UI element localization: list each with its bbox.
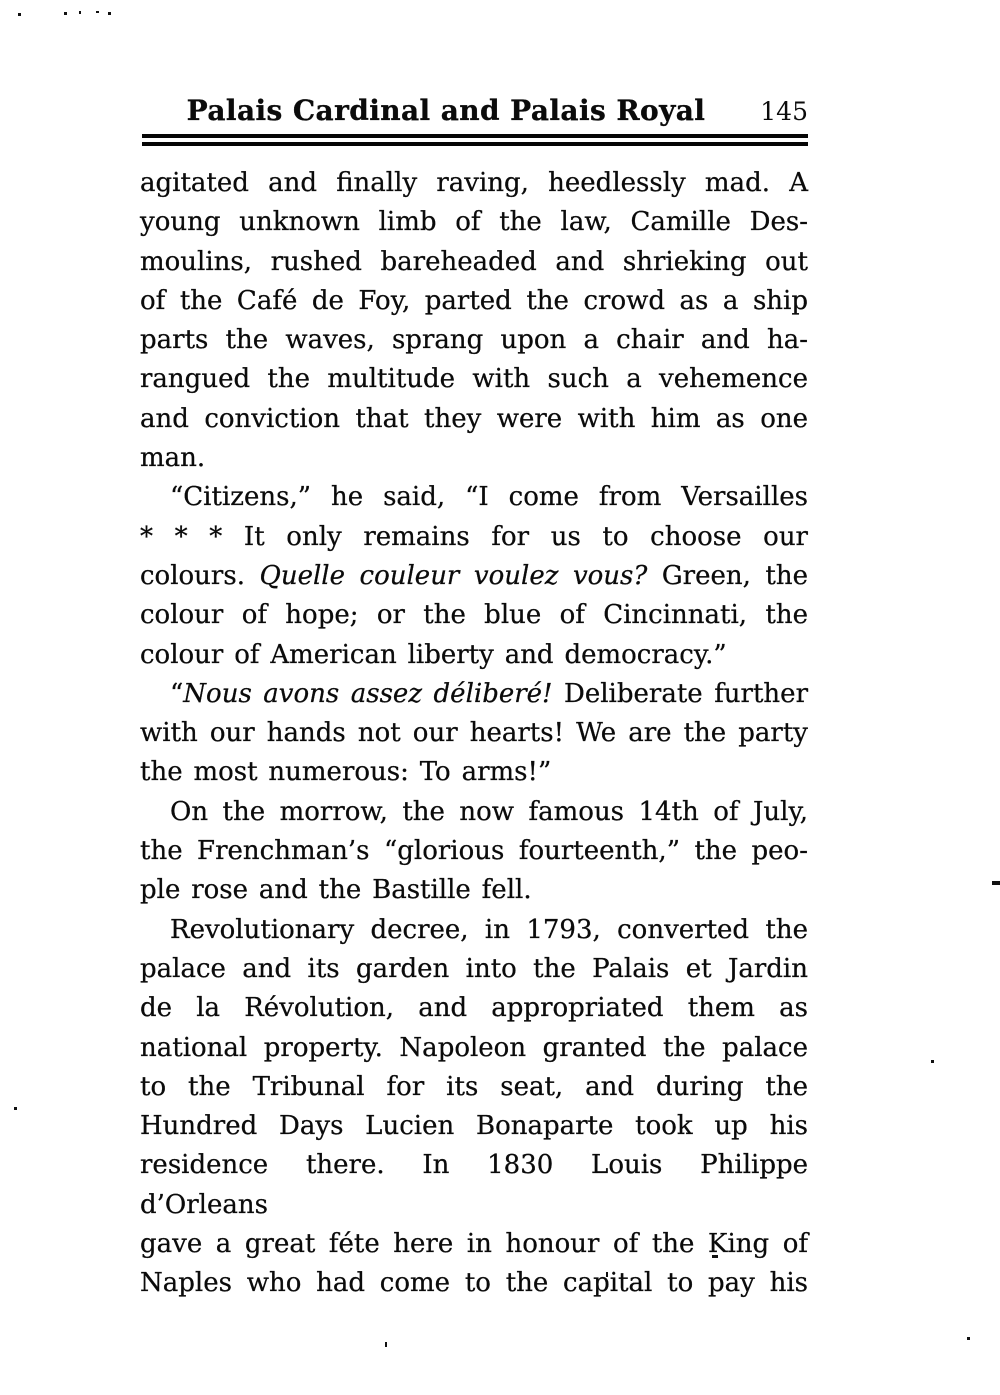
text-line <box>140 714 808 753</box>
text-segment: On the morrow, the now famous 14th of July, <box>170 796 808 827</box>
text-line <box>140 1068 808 1107</box>
text-line <box>140 400 808 439</box>
text-line <box>140 1225 808 1264</box>
text-segment: rangued the multitude with such a vehemence <box>140 364 808 395</box>
text-segment: Green, the <box>647 560 808 591</box>
text-segment: man. <box>140 443 206 474</box>
text-segment: de la Révolution, and appropriated them as <box>140 993 808 1024</box>
text-line <box>140 596 808 635</box>
text-segment: national property. Napoleon granted the palace <box>140 1032 808 1063</box>
text-line <box>140 1029 808 1068</box>
text-segment: Naples who had come to the capital to pay his <box>140 1268 808 1299</box>
scan-speck <box>14 1107 17 1110</box>
scan-speck <box>18 13 21 16</box>
text-segment: colour of American liberty and democracy.” <box>140 639 727 670</box>
text-line <box>140 321 808 360</box>
text-segment: Revolutionary decree, in 1793, converted the <box>170 914 808 945</box>
scan-speck <box>64 12 67 15</box>
text-line <box>140 203 808 242</box>
text-line <box>140 243 808 282</box>
scan-speck <box>108 12 111 15</box>
running-header <box>142 94 808 128</box>
scan-speck <box>96 11 99 13</box>
text-line <box>140 478 808 517</box>
text-segment: the Frenchman’s “glorious fourteenth,” the peo- <box>140 836 808 867</box>
text-segment: residence there. In 1830 Louis Philippe d’Orleans <box>140 1150 808 1220</box>
text-line <box>140 557 808 596</box>
text-line <box>140 164 808 203</box>
text-segment: gave a great féte here in honour of the King of <box>140 1229 808 1260</box>
text-segment: of the Café de Foy, parted the crowd as a ship <box>140 285 808 316</box>
text-segment: colour of hope; or the blue of Cincinnati, the <box>140 600 808 631</box>
text-line <box>140 950 808 989</box>
text-line <box>140 1146 808 1225</box>
text-line <box>140 989 808 1028</box>
text-segment: with our hands not our hearts! We are the party <box>140 718 808 749</box>
text-line <box>140 1264 808 1303</box>
text-segment: Deliberate further <box>552 678 808 709</box>
page-number: 145 <box>760 97 808 126</box>
text-line <box>140 439 808 478</box>
text-segment: “Citizens,” he said, “I come from Versailles <box>170 482 808 513</box>
text-line <box>140 636 808 675</box>
text-line <box>140 360 808 399</box>
text-segment: moulins, rushed bareheaded and shrieking out <box>140 246 808 277</box>
text-line <box>140 282 808 321</box>
scan-speck <box>385 1342 387 1347</box>
text-segment: agitated and finally raving, heedlessly mad. A <box>140 168 808 198</box>
text-segment: young unknown limb of the law, Camille Des- <box>140 207 808 238</box>
text-segment: palace and its garden into the Palais et Jardin <box>140 953 808 984</box>
text-segment: parts the waves, sprang upon a chair and ha- <box>140 325 808 356</box>
text-line <box>140 675 808 714</box>
text-segment: Hundred Days Lucien Bonaparte took up his <box>140 1111 808 1142</box>
italic-text-segment: Quelle couleur voulez vous? <box>259 560 648 591</box>
scan-speck <box>992 881 1000 885</box>
scan-speck <box>967 1337 970 1340</box>
text-line <box>140 1107 808 1146</box>
scan-speck <box>79 11 81 14</box>
page-title: Palais Cardinal and Palais Royal <box>186 94 706 127</box>
text-line <box>140 518 808 557</box>
italic-text-segment: Nous avons assez déliberé! <box>183 678 553 709</box>
text-line <box>140 793 808 832</box>
text-segment: colours. <box>140 560 260 591</box>
text-segment: and conviction that they were with him as one <box>140 403 808 434</box>
text-line <box>140 832 808 871</box>
scan-speck <box>931 1060 934 1063</box>
text-segment: to the Tribunal for its seat, and during the <box>140 1071 808 1102</box>
text-segment: “ <box>170 678 184 709</box>
text-line <box>140 753 808 792</box>
header-rule <box>142 134 808 146</box>
text-segment: * * * It only remains for us to choose our <box>140 521 808 552</box>
page-body <box>140 164 808 1304</box>
text-segment: ple rose and the Bastille fell. <box>140 875 532 906</box>
text-line <box>140 871 808 910</box>
text-segment: the most numerous: To arms!” <box>140 757 552 788</box>
text-line <box>140 911 808 950</box>
